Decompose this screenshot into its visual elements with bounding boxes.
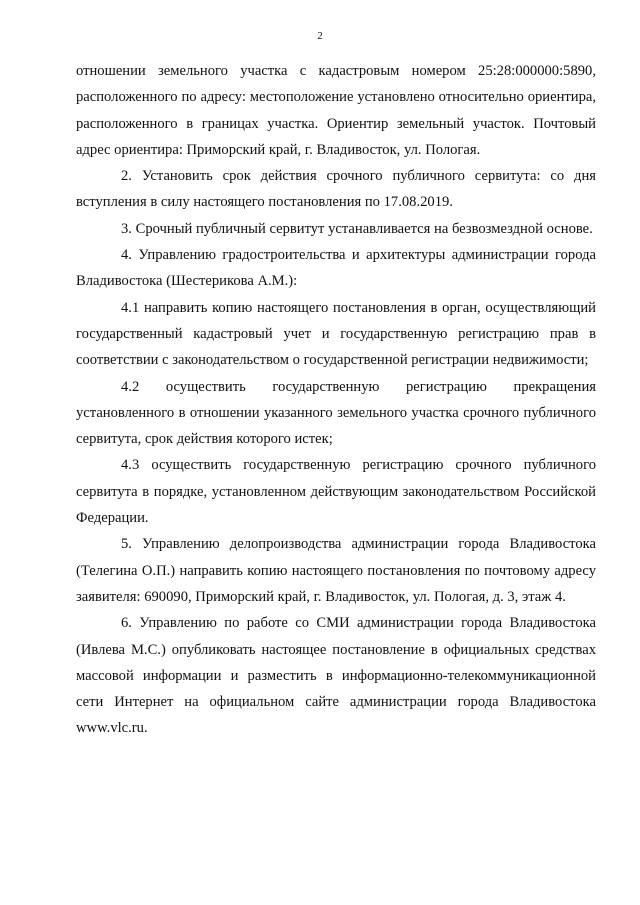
paragraph-4-3-register-servitude: 4.3 осуществить государственную регистрацию срочного публичного сервитута в порядке, установленном действующим законодательством Российской Федерации. [76, 457, 596, 527]
paragraph-cadastral-continuation: отношении земельного участка с кадастровым номером 25:28:000000:5890, расположенного по адресу: местоположение установлено относительно ориентира, расположенного в границах участка. Ориентир земельный участок. Почтовый адрес ориентира: Приморский край, г. Владивосток, ул. Пологая. [76, 63, 596, 158]
paragraph-4-2-register-termination: 4.2 осуществить государственную регистрацию прекращения установленного в отношении указанного земельного участка срочного публичного сервитута, срок действия которого истек; [76, 378, 596, 448]
paragraph-3-free-of-charge: 3. Срочный публичный сервитут устанавливается на безвозмездной основе. [121, 220, 593, 237]
paragraph-4-urban-planning-department: 4. Управлению градостроительства и архитектуры администрации города Владивостока (Шестерикова А.М.): [76, 247, 596, 290]
paragraph-2-servitude-term: 2. Установить срок действия срочного публичного сервитута: со дня вступления в силу настоящего постановления по 17.08.2019. [76, 168, 596, 211]
paragraph-4-1-send-copy: 4.1 направить копию настоящего постановления в орган, осуществляющий государственный кадастровый учет и государственную регистрацию прав в соответствии с законодательством о государственной регистрации недвижимости; [76, 299, 596, 369]
document-body [76, 58, 596, 742]
paragraph-6-media-department: 6. Управлению по работе со СМИ администрации города Владивостока (Ивлева М.С.) опубликовать настоящее постановление в официальных средствах массовой информации и разместить в информационно-телекоммуникационной сети Интернет на официальном сайте администрации города Владивостока www.vlc.ru. [76, 615, 596, 737]
paragraph-5-records-department: 5. Управлению делопроизводства администрации города Владивостока (Телегина О.П.) направить копию настоящего постановления по почтовому адресу заявителя: 690090, Приморский край, г. Владивосток, ул. Пологая, д. 3, этаж 4. [76, 536, 596, 605]
page-number: 2 [317, 30, 323, 42]
